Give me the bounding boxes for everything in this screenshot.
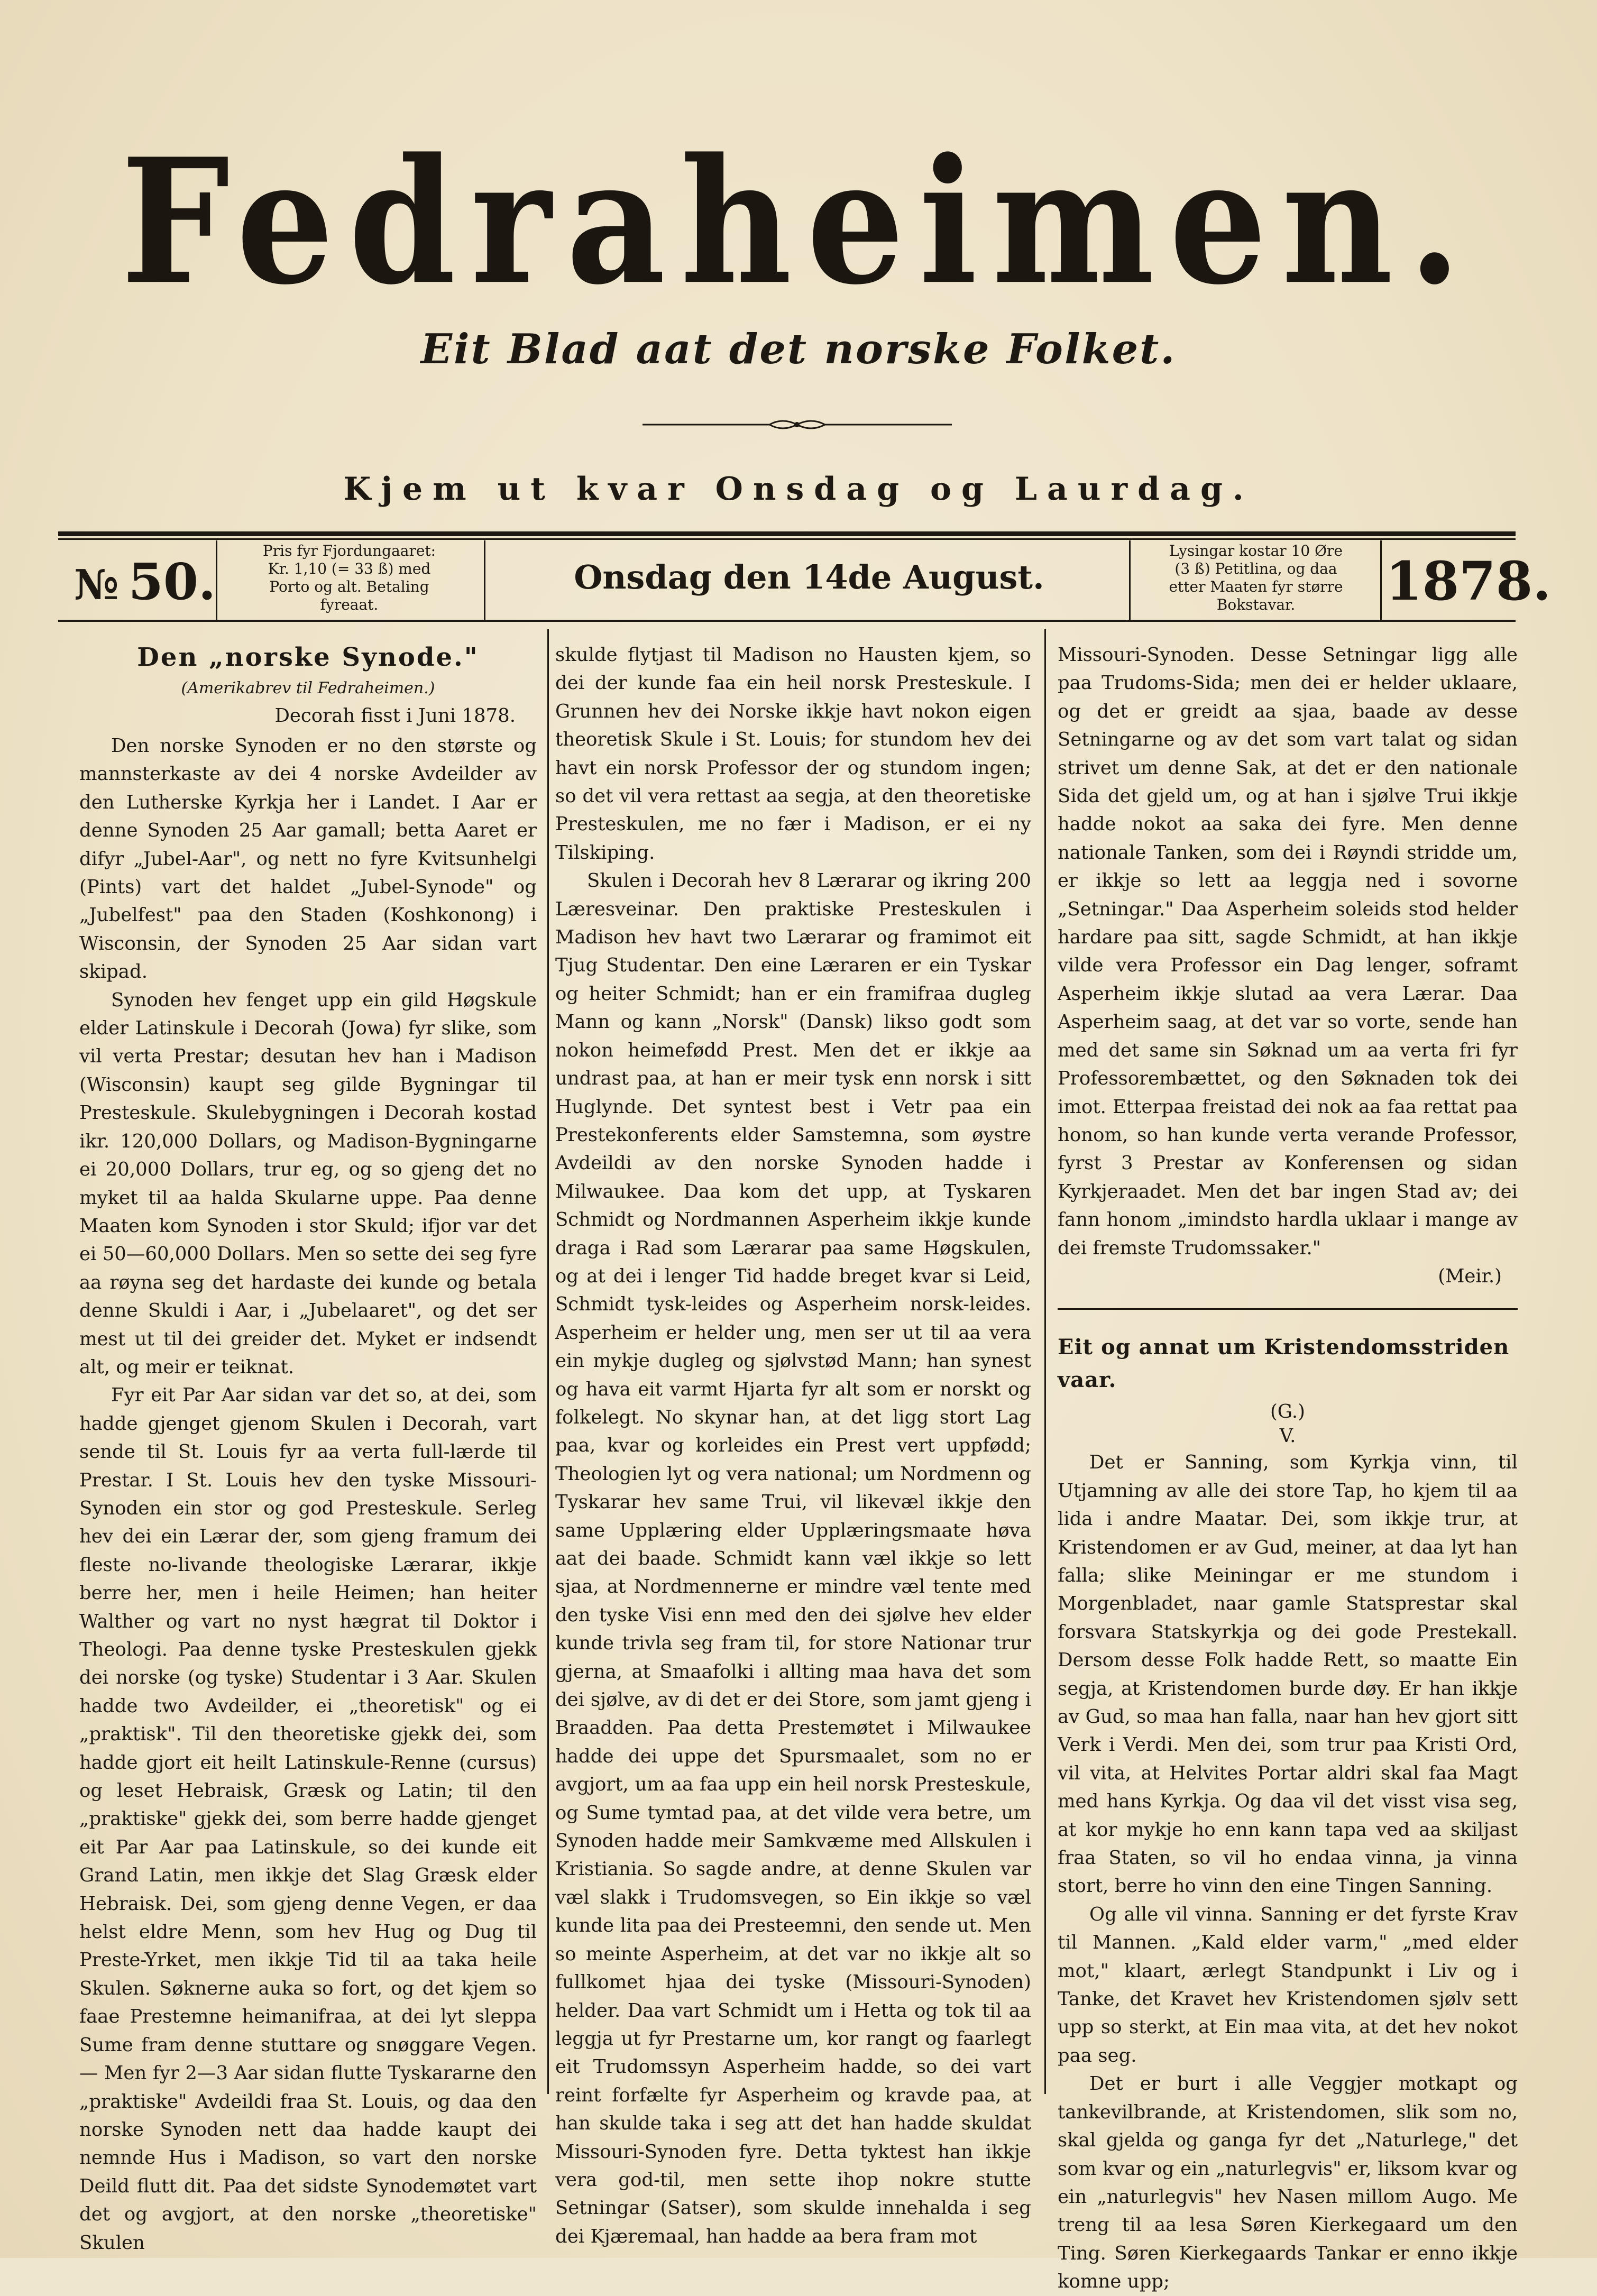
- header-rule-top: [58, 531, 1516, 536]
- column-rule-2: [1044, 629, 1046, 2094]
- masthead-subtitle: Eit Blad aat det norske Folket.: [420, 325, 1177, 373]
- ads-line: Lysingar kostar 10 Øre: [1169, 542, 1343, 559]
- article-title: Eit og annat um Kristendomsstriden vaar.: [1058, 1335, 1510, 1393]
- issue-number-value: 50.: [128, 553, 216, 611]
- info-divider-1: [216, 540, 217, 620]
- column-2: [555, 641, 1031, 2251]
- article-title: Den „norske Synode.": [137, 642, 479, 672]
- article-subtitle: (Amerikabrev til Fedraheimen.): [181, 679, 435, 697]
- advertising-rates: [1134, 542, 1378, 614]
- issue-number: [74, 553, 216, 611]
- column-3: [1058, 641, 1518, 2296]
- ads-line: (3 ß) Petitlina, og daa: [1174, 560, 1337, 577]
- article-part-number: V.: [1279, 1425, 1296, 1447]
- issue-year: 1878.: [1385, 550, 1552, 612]
- ornament-divider: [643, 415, 952, 434]
- article-paragraph: Missouri-Synoden. Desse Setningar ligg alle paa Trudoms-Sida; men dei er helder uklaare, og det er greidt aa sjaa, baade av desse Setningarne og av det som vart talat og sidan strivet um denne Sak, at det er den nationale Sida det gjeld um, og at han i sjølve Trui ikkje hadde nokot aa saka dei fyre. Men denne nationale Tanken, som dei i Røyndi stridde um, er ikkje so lett aa leggja ned i sovorne „Setningar." Daa Asperheim soleids stod helder hardare paa sitt, sagde Schmidt, at han ikkje vilde vera Professor ein Dag lenger, soframt Asperheim ikkje slutad aa vera Lærar. Daa Asperheim saag, at det var so vorte, sende han med det same sin Søknad um aa verta fri fyr Professorembættet, og den Søknaden tok dei imot. Etterpaa freistad dei nok aa faa rettat paa honom, so han kunde verta verande Professor, fyrst 3 Prestar av Konferensen og sidan Kyrkjeraadet. Men det bar ingen Stad av; dei fann honom „imindsto hardla uklaar i mange av dei fremste Trudomssaker.": [1058, 644, 1518, 1259]
- publication-frequency: Kjem ut kvar Onsdag og Laurdag.: [343, 471, 1254, 508]
- article-paragraph: skulde flytjast til Madison no Hausten kjem, so dei der kunde faa ein heil norsk Presteskule. I Grunnen hev dei Norske ikkje havt nokon eigen theoretisk Skule i St. Louis; for stundom hev dei havt ein norsk Professor der og stundom ingen; so det vil vera rettast aa segja, at den theoretiske Presteskulen, me no fær i Madison, er ei ny Tilskiping.: [555, 644, 1031, 864]
- info-divider-4: [1380, 540, 1382, 620]
- subscription-price: [221, 542, 478, 614]
- article-paragraph: Det er burt i alle Veggjer motkapt og tankevilbrande, at Kristendomen, slik som no, skal gjelda og ganga fyr det „Naturlege," det som kvar og ein „naturlegvis" er, liksom kvar og ein „naturlegvis" hev Nasen millom Augo. Me treng til aa lesa Søren Kierkegaard um den Ting. Søren Kierkegaards Tankar er enno ikkje komne upp;: [1058, 2073, 1518, 2293]
- column-1: [79, 641, 537, 2257]
- masthead-title: Fedraheimen.: [121, 121, 1476, 323]
- price-line: Porto og alt. Betaling: [269, 578, 429, 595]
- header-rule-bottom: [58, 620, 1516, 622]
- numero-sign: №: [74, 561, 119, 609]
- price-line: Kr. 1,10 (= 33 ß) med: [268, 560, 431, 577]
- column-rule-1: [547, 629, 549, 2094]
- article-paragraph: Og alle vil vinna. Sanning er det fyrste Krav til Mannen. „Kald elder varm," „med elder mot," klaart, ærlegt Standpunkt i Liv og i Tanke, det Kravet hev Kristendomen sjølv sett upp so sterkt, at Ein maa vita, at det hev nokot paa seg.: [1058, 1903, 1518, 2067]
- info-divider-3: [1129, 540, 1131, 620]
- price-line: Pris fyr Fjordungaaret:: [262, 542, 436, 559]
- info-divider-2: [484, 540, 485, 620]
- article-paragraph: Skulen i Decorah hev 8 Lærarar og ikring 200 Læresveinar. Den praktiske Presteskulen i Madison hev havt two Lærarar og framimot eit Tjug Studentar. Den eine Læraren er ein Tyskar og heiter Schmidt; han er ein framifraa dugleg Mann og kann „Norsk" (Dansk) likso godt som nokon heimefødd Prest. Men det er ikkje aa undrast paa, at han er meir tysk enn norsk i sitt Huglynde. Det syntest best i Vetr paa ein Prestekonferents elder Samstemna, som øystre Avdeildi av den norske Synoden hadde i Milwaukee. Daa kom det upp, at Tyskaren Schmidt og Nordmannen Asperheim ikkje kunde draga i Rad som Lærarar paa same Høgskulen, og at dei i lenger Tid hadde breget kvar si Leid, Schmidt tysk-leides og Asperheim norsk-leides. Asperheim er helder ung, men ser ut til aa vera ein mykje dugleg og sjølvstød Mann; han synest og hava eit varmt Hjarta fyr alt som er norskt og folkelegt. No skynar han, at det ligg stort Lag paa, kvar og korleides ein Prest vert uppfødd; Theologien lyt og vera national; um Nordmenn og Tyskarar hev same Trui, vil likevæl ikkje den same Upplæring elder Upplæringsmaate høva aat dei baade. Schmidt kann væl ikkje so lett sjaa, at Nordmennerne er mindre væl tente med den tyske Visi enn med den dei sjølve hev elder kunde trivla seg fram til, for store Nationar trur gjerna, at Smaafolki i allting maa hava det som dei sjølve, av di det er dei Store, som jamt gjeng i Braadden. Paa detta Prestemøtet i Milwaukee hadde dei uppe det Spursmaalet, som no er avgjort, um aa faa upp ein heil norsk Presteskule, og Sume tymtad paa, at det vilde vera betre, um Synoden hadde meir Samkvæme med Allskulen i Kristiania. So sagde andre, at denne Skulen var væl slakk i Trudomsvegen, so Ein ikkje so væl kunde lita paa dei Presteemni, den sende ut. Men so meinte Asperheim, at det var no ikkje alt so fullkomet hjaa dei tyske (Missouri-Synoden) helder. Daa vart Schmidt um i Hetta og tok til aa leggja ut fyr Prestarne um, kor rangt og faarlegt eit Trudomssyn Asperheim hadde, so dei vart reint forfælte fyr Asperheim og kravde paa, at han skulde taka i seg att det han hadde skuldat Missouri-Synoden fyre. Detta tyktest han ikkje vera god-til, men sette ihop nokre stutte Setningar (Satser), som skulde innehalda i seg dei Kjæremaal, han hadde aa bera fram mot: [555, 870, 1031, 2247]
- article-paragraph: Den norske Synoden er no den største og mannsterkaste av dei 4 norske Avdeilder av den Lutherske Kyrkja her i Landet. I Aar er denne Synoden 25 Aar gamall; betta Aaret er difyr „Jubel-Aar", og nett no fyre Kvitsunhelgi (Pints) vart det haldet „Jubel-Synode" og „Jubelfest" paa den Staden (Koshkonong) i Wisconsin, der Synoden 25 Aar sidan vart skipad.: [79, 735, 537, 983]
- header-rule-top-thin: [58, 538, 1516, 540]
- article-paragraph: Synoden hev fenget upp ein gild Høgskule elder Latinskule i Decorah (Jowa) fyr slike, som vil verta Prestar; desutan hev han i Madison (Wisconsin) kaupt seg gilde Bygningar til Presteskule. Skulebygningen i Decorah kostad ikr. 120,000 Dollars, og Madison-Bygningarne ei 20,000 Dollars, trur eg, og so gjeng det no myket til aa halda Skularne uppe. Paa denne Maaten kom Synoden i stor Skuld; ifjor var det ei 50—60,000 Dollars. Men so sette dei seg fyre aa røyna seg det hardaste dei kunde og betala denne Skuldi i Aar, i „Jubelaaret", og det ser mest ut til dei greider det. Myket er indsendt alt, og meir er teiknat.: [79, 989, 537, 1378]
- article-paragraph: Det er Sanning, som Kyrkja vinn, til Utjamning av alle dei store Tap, ho kjem til aa lida i andre Maatar. Dei, som ikkje trur, at Kristendomen er av Gud, meiner, at daa lyt han falla; slike Meiningar er me stundom i Morgenbladet, naar gamle Statsprestar skal forsvara Statskyrkja og dei gode Prestekall. Dersom desse Folk hadde Rett, so maatte Ein segja, at Kristendomen burde døy. Er han ikkje av Gud, so maa han falla, naar han hev gjort sitt Verk i Verdi. Men dei, som trur paa Kristi Ord, vil vita, at Helvites Portar aldri skal faa Magt med hans Kyrkja. Og daa vil det visst visa seg, at kor mykje ho enn kann tapa ved aa skiljast fraa Staten, so vil ho endaa vinna, ja vinna stort, berre ho vinn den eine Tingen Sanning.: [1058, 1452, 1518, 1897]
- article-signature: (Meir.): [1438, 1265, 1502, 1287]
- ads-line: etter Maaten fyr større: [1169, 578, 1343, 595]
- article-mark: (G.): [1270, 1401, 1306, 1423]
- price-line: fyreaat.: [320, 596, 379, 613]
- article-dateline: Decorah fisst i Juni 1878.: [274, 705, 516, 727]
- ads-line: Bokstavar.: [1216, 596, 1296, 613]
- article-paragraph: Fyr eit Par Aar sidan var det so, at dei, som hadde gjenget gjenom Skulen i Decorah, vart sende til St. Louis fyr aa verta full-lærde til Prestar. I St. Louis hev den tyske Missouri-Synoden ein stor og god Presteskule. Serleg hev dei ein Lærar der, som gjeng framum dei fleste no-livande theologiske Lærarar, ikkje berre her, men i heile Heimen; han heiter Walther og vart no nyst hægrat til Doktor i Theologi. Paa denne tyske Presteskulen gjekk dei norske (og tyske) Studentar i 3 Aar. Skulen hadde two Avdeilder, ei „theoretisk" og ei „praktisk". Til den theoretiske gjekk dei, som hadde gjort eit heilt Latinskule-Renne (cursus) og leset Hebraisk, Græsk og Latin; til den „praktiske" gjekk dei, som berre hadde gjenget eit Par Aar paa Latinskule, so dei kunde eit Grand Latin, men ikkje det Slag Græsk elder Hebraisk. Dei, som gjeng denne Vegen, er daa helst eldre Menn, som hev Hug og Dug til Preste-Yrket, men ikkje Tid til aa taka heile Skulen. Søknerne auka so fort, og det kjem so faae Prestemne heimanifraa, at dei lyt sleppa Sume fram denne stuttare og snøggare Vegen. — Men fyr 2—3 Aar sidan flutte Tyskararne den „praktiske" Avdeildi fraa St. Louis, og daa den norske Synoden nett daa hadde kaupt dei nemnde Hus i Madison, so vart den norske Deild flutt dit. Paa det sidste Synodemøtet vart det og avgjort, at den norske „theoretiske" Skulen: [79, 1384, 537, 2254]
- article-separator: [1058, 1308, 1518, 1310]
- issue-date: Onsdag den 14de August.: [574, 558, 1044, 596]
